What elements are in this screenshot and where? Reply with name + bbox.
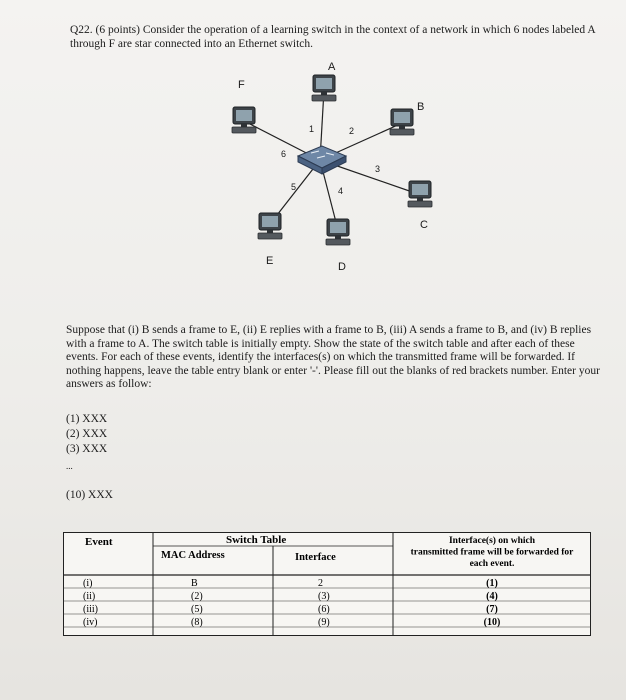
cell-interface: (9) — [318, 617, 330, 628]
cell-interface: (3) — [318, 591, 330, 602]
port-label-6: 6 — [281, 149, 287, 159]
cell-forwarded: (1) — [486, 578, 498, 589]
cell-forwarded: (7) — [486, 604, 498, 615]
cell-interface: 2 — [318, 578, 323, 589]
cell-event: (ii) — [83, 591, 96, 602]
cell-forwarded: (10) — [483, 617, 501, 628]
header-forwarded-interfaces: Interface(s) on which transmitted frame will be forwarded for each event. — [410, 536, 574, 569]
port-label-4: 4 — [338, 186, 344, 196]
computer-c-icon — [408, 181, 432, 207]
node-label-a: A — [328, 61, 336, 73]
instructions-text: Suppose that (i) B sends a frame to E, (ii) E replies with a frame to B, (iii) A sends a frame to B, and (iv) B replies with a frame to A. The switch table is initially empty. Show the state of the switch table and after each of these events. For each of these events, identify the interfaces(s) on which the transmitted frame will be forwarded. If nothing happens, leave the table entry blank or enter '-'. Please fill out the blanks of red brackets number. Enter your answers as follow: — [66, 324, 600, 390]
answer-format-line: (2) XXX — [66, 428, 108, 440]
cell-event: (i) — [83, 578, 93, 589]
cell-mac-address: (5) — [191, 604, 203, 615]
cell-event: (iv) — [83, 617, 98, 628]
node-label-f: F — [238, 79, 245, 91]
answer-format-line: (10) XXX — [66, 489, 113, 501]
header-switch-table: Switch Table — [226, 534, 287, 546]
cell-interface: (6) — [318, 604, 330, 615]
computer-e-icon — [258, 213, 282, 239]
question-text: Q22. (6 points) Consider the operation of a learning switch in the context of a network in which 6 nodes labeled A through F are star connected into an Ethernet switch. — [70, 24, 596, 50]
cell-mac-address: (8) — [191, 617, 203, 628]
answer-format-line: (3) XXX — [66, 443, 108, 455]
ethernet-switch-icon — [298, 146, 346, 174]
header-mac-address: MAC Address — [161, 550, 225, 561]
cell-event: (iii) — [83, 604, 98, 615]
cell-mac-address: B — [191, 578, 198, 589]
port-label-2: 2 — [349, 126, 355, 136]
node-label-c: C — [420, 219, 428, 231]
port-label-5: 5 — [291, 182, 297, 192]
node-label-d: D — [338, 261, 346, 273]
node-label-b: B — [417, 101, 425, 113]
computer-a-icon — [312, 75, 336, 101]
computer-d-icon — [326, 219, 350, 245]
answer-format-ellipsis: ... — [66, 461, 73, 471]
network-diagram — [180, 52, 480, 292]
port-label-1: 1 — [309, 124, 315, 134]
answer-format-line: (1) XXX — [66, 413, 108, 425]
computer-b-icon — [390, 109, 414, 135]
computer-f-icon — [232, 107, 256, 133]
cell-mac-address: (2) — [191, 591, 203, 602]
cell-forwarded: (4) — [486, 591, 498, 602]
header-event: Event — [85, 536, 113, 548]
node-label-e: E — [266, 255, 274, 267]
port-label-3: 3 — [375, 164, 381, 174]
header-interface: Interface — [295, 552, 336, 563]
switch-table — [63, 532, 591, 636]
